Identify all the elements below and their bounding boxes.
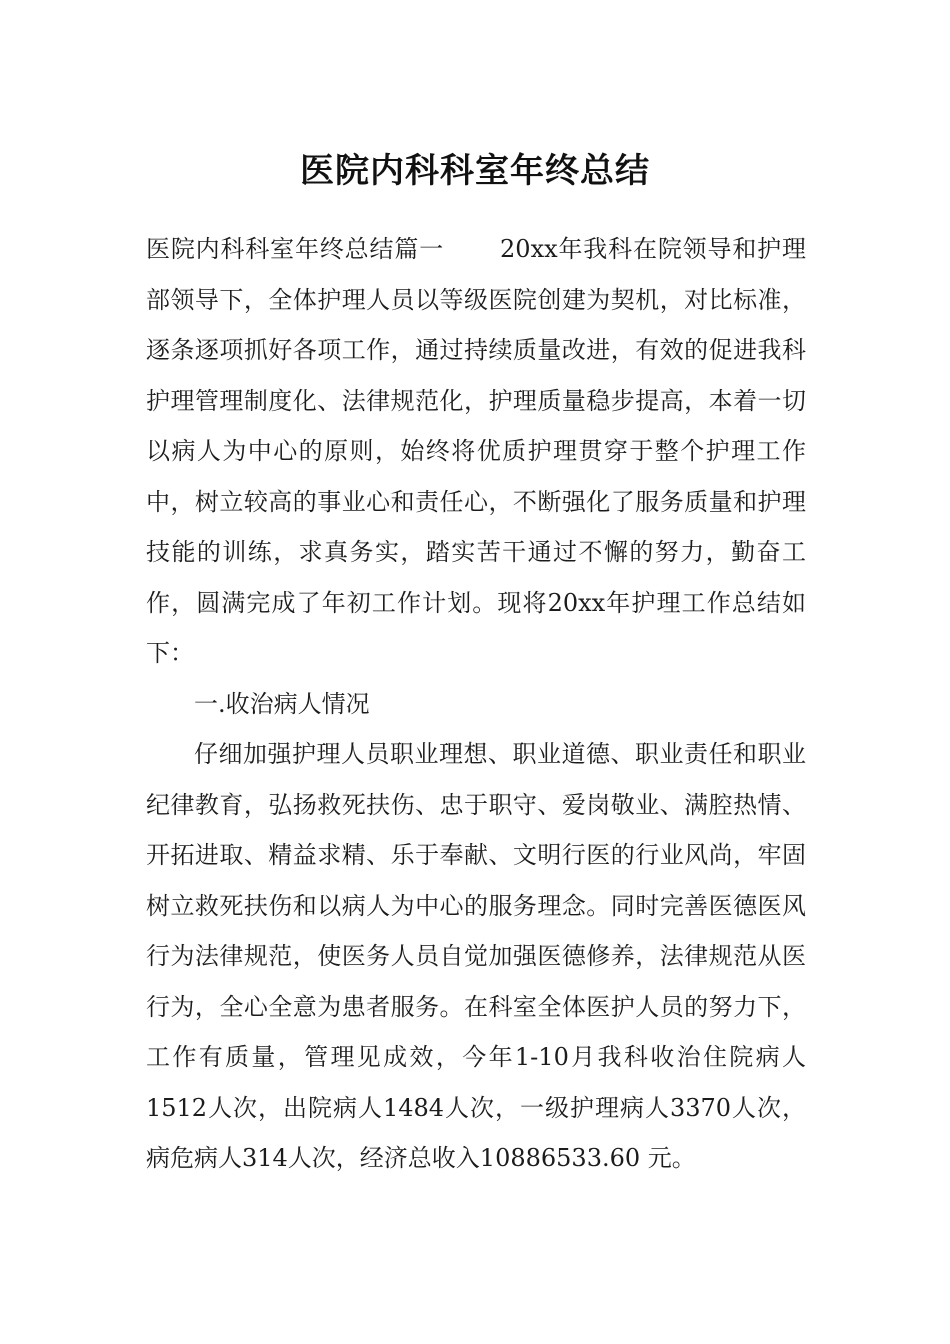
document-body xyxy=(146,224,806,1184)
intro-heading: 医院内科科室年终总结篇一 xyxy=(146,235,445,263)
intro-text: 20xx年我科在院领导和护理部领导下，全体护理人员以等级医院创建为契机，对比标准，逐条逐项抓好各项工作，通过持续质量改进，有效的促进我科护理管理制度化、法律规范化，护理质量稳步提高，本着一切以病人为中心的原则，始终将优质护理贯穿于整个护理工作中，树立较高的事业心和责任心，不断强化了服务质量和护理技能的训练，求真务实，踏实苦干通过不懈的努力，勤奋工作，圆满完成了年初工作计划。现将20xx年护理工作总结如下： xyxy=(146,235,806,667)
document-title: 医院内科科室年终总结 xyxy=(300,150,650,191)
intro-paragraph xyxy=(146,224,806,679)
section-heading: 一.收治病人情况 xyxy=(194,689,370,718)
section-paragraph: 仔细加强护理人员职业理想、职业道德、职业责任和职业纪律教育，弘扬救死扶伤、忠于职守、爱岗敬业、满腔热情、开拓进取、精益求精、乐于奉献、文明行医的行业风尚，牢固树立救死扶伤和以病人为中心的服务理念。同时完善医德医风行为法律规范，使医务人员自觉加强医德修养，法律规范从医行为，全心全意为患者服务。在科室全体医护人员的努力下，工作有质量，管理见成效，今年1-10月我科收治住院病人1512人次，出院病人1484人次，一级护理病人3370人次，病危病人314人次，经济总收入10886533.60 元。 xyxy=(146,740,806,1172)
